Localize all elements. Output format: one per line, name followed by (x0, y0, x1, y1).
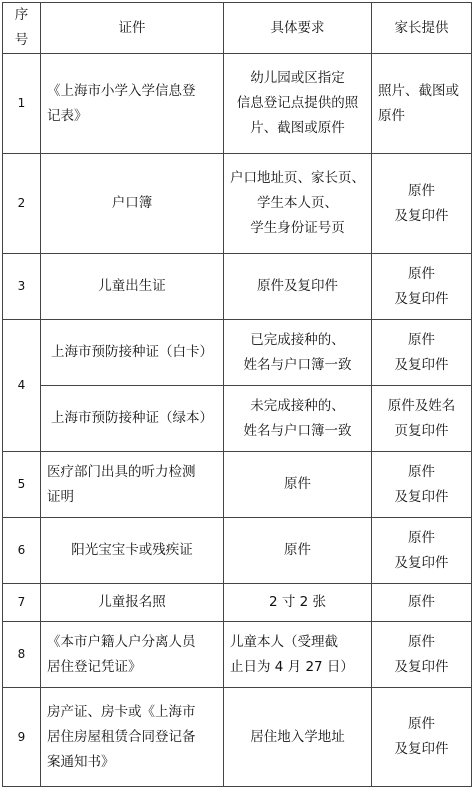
table-row (3, 452, 472, 518)
row-number: 8 (3, 622, 41, 688)
req-cell: 2 寸 2 张 (224, 584, 372, 622)
row-number: 5 (3, 452, 41, 518)
req-cell: 未完成接种的、 姓名与户口簿一致 (224, 386, 372, 452)
req-cell: 原件及复印件 (224, 254, 372, 320)
cert-cell: 上海市预防接种证（绿本） (41, 386, 224, 452)
cert-cell: 户口簿 (41, 154, 224, 254)
table-row (3, 320, 472, 386)
table-row (3, 688, 472, 787)
header-cert: 证件 (41, 3, 224, 54)
cert-cell: 阳光宝宝卡或残疾证 (41, 518, 224, 584)
provide-cell: 原件 及复印件 (372, 518, 472, 584)
req-cell: 居住地入学地址 (224, 688, 372, 787)
cert-cell: 儿童出生证 (41, 254, 224, 320)
cert-cell: 《上海市小学入学信息登 记表》 (41, 54, 224, 154)
req-cell: 原件 (224, 452, 372, 518)
cert-cell: 医疗部门出具的听力检测 证明 (41, 452, 224, 518)
req-cell: 原件 (224, 518, 372, 584)
header-req: 具体要求 (224, 3, 372, 54)
row-number: 7 (3, 584, 41, 622)
table-row (3, 254, 472, 320)
row-number: 4 (3, 320, 41, 452)
provide-cell: 原件 及复印件 (372, 254, 472, 320)
req-cell: 已完成接种的、 姓名与户口簿一致 (224, 320, 372, 386)
cert-cell: 《本市户籍人户分离人员 居住登记凭证》 (41, 622, 224, 688)
provide-cell: 原件 (372, 584, 472, 622)
provide-cell: 原件 及复印件 (372, 622, 472, 688)
row-number: 9 (3, 688, 41, 787)
row-number: 3 (3, 254, 41, 320)
table-row (3, 54, 472, 154)
row-number: 6 (3, 518, 41, 584)
table-row (3, 518, 472, 584)
table-row (3, 584, 472, 622)
header-no: 序号 (3, 3, 41, 54)
table-row (3, 622, 472, 688)
provide-cell: 原件 及复印件 (372, 320, 472, 386)
req-cell: 幼儿园或区指定 信息登记点提供的照 片、截图或原件 (224, 54, 372, 154)
requirements-table (2, 2, 472, 787)
row-number: 1 (3, 54, 41, 154)
header-provide: 家长提供 (372, 3, 472, 54)
table-row (3, 154, 472, 254)
req-cell: 儿童本人（受理截 止日为 4 月 27 日） (224, 622, 372, 688)
cert-cell: 房产证、房卡或《上海市 居住房屋租赁合同登记备 案通知书》 (41, 688, 224, 787)
provide-cell: 原件 及复印件 (372, 452, 472, 518)
header-row (3, 3, 472, 54)
cert-cell: 儿童报名照 (41, 584, 224, 622)
provide-cell: 原件 及复印件 (372, 154, 472, 254)
provide-cell: 原件 及复印件 (372, 688, 472, 787)
cert-cell: 上海市预防接种证（白卡） (41, 320, 224, 386)
table-row (3, 386, 472, 452)
req-cell: 户口地址页、家长页、 学生本人页、 学生身份证号页 (224, 154, 372, 254)
provide-cell: 原件及姓名 页复印件 (372, 386, 472, 452)
row-number: 2 (3, 154, 41, 254)
provide-cell: 照片、截图或 原件 (372, 54, 472, 154)
